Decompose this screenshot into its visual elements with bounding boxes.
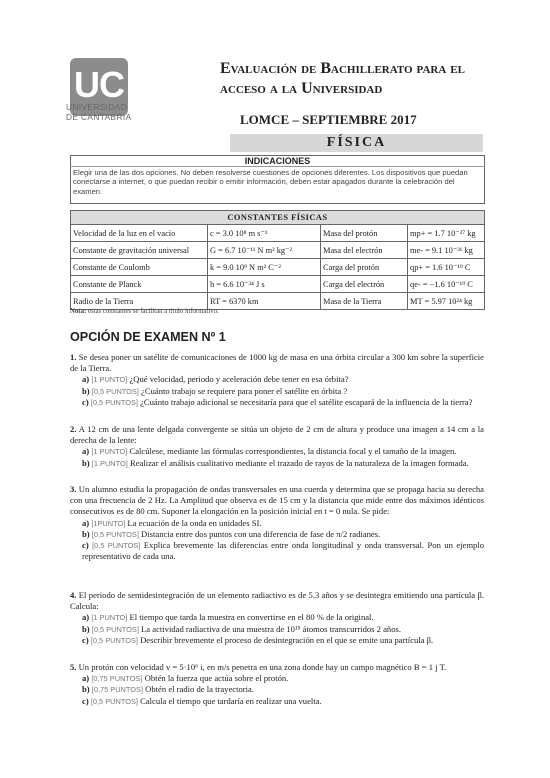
constant-name: Carga del electrón xyxy=(321,276,408,293)
table-row xyxy=(71,242,485,259)
constant-name: Carga del protón xyxy=(321,259,408,276)
question-text: Se desea poner un satélite de comunicaciones de 1000 kg de masa en una órbita circular a 300 km sobre la superficie de la Tierra. xyxy=(70,352,484,374)
points-label: [1 PUNTO] xyxy=(91,458,128,468)
subquestion-text: ¿Qué velocidad, periodo y aceleración debe tener en esa órbita? xyxy=(127,374,349,385)
subquestion-text: ¿Cuánto trabajo se requiere para poner el satélite en órbita ? xyxy=(138,385,348,396)
subquestion-text: Realizar el análisis cualitativo mediante el trazado de rayos de la naturaleza de la imagen formada. xyxy=(127,457,469,468)
constant-value: mp+ = 1.7 10⁻²⁷ kg xyxy=(408,225,485,242)
constants-note xyxy=(70,308,219,315)
subquestion-text: Distancia entre dos puntos con una diferencia de fase de π/2 radianes. xyxy=(138,528,381,539)
question-4: 4. El periodo de semidesintegración de un elemento radiactivo es de 5.3 años y se desintegra emitiendo una partícula β. Calcula: a) [1 PUNTO] El tiempo que tarda la muestra en convertirse en el 80 % de la original. b) [0,5 PUNTOS] La actividad radiactiva de una muestra de 10¹⁵ átomos transcurridos 2 años. c) [0,5 PUNTOS] Describir brevemente el proceso de desintegración en el que se emite una partícula β. xyxy=(70,590,484,645)
constant-value: RT = 6370 km xyxy=(208,293,321,310)
question-number: 2. xyxy=(70,424,77,434)
question-3: 3. Un alumno estudia la propagación de ondas transversales en una cuerda y determina que se propaga hacia su derecha con una frecuencia de 2 Hz. La Amplitud que observa es de 15 cm y la distancia que mide entre dos máximos idénticos consecutivos es de 80 cm. Suponer la elongación en la posición inicial en t = 0 nula. Se pide: a) [1PUNTO] La ecuación de la onda en unidades SI. b) [0,5 PUNTOS] Distancia entre dos puntos con una diferencia de fase de π/2 radianes. c) [0,5 PUNTOS] Explica brevemente las diferencias entre onda longitudinal y onda transversal. Pon un ejemplo representativo de cada una. xyxy=(70,484,484,562)
question-text: A 12 cm de una lente delgada convergente se sitúa un objeto de 2 cm de altura y produce una imagen a 14 cm a la derecha de la lente: xyxy=(70,424,484,446)
subquestion-text: La actividad radiactiva de una muestra de 10¹⁵ átomos transcurridos 2 años. xyxy=(138,623,402,634)
constant-name: Constante de gravitación universal xyxy=(71,242,208,259)
question-number: 5. xyxy=(70,662,77,672)
points-label: [1 PUNTO] xyxy=(91,375,128,385)
table-row xyxy=(71,225,485,242)
university-name-line1: UNIVERSIDAD xyxy=(66,102,128,112)
points-label: [0,5 PUNTOS] xyxy=(90,397,138,407)
question-2: 2. A 12 cm de una lente delgada convergente se sitúa un objeto de 2 cm de altura y produce una imagen a 14 cm a la derecha de la lente: a) [1 PUNTO] Calcúlese, mediante las fórmulas correspondientes, la distancia focal y el tamaño de la imagen. b) [1 PUNTO] Realizar el análisis cualitativo mediante el trazado de rayos de la naturaleza de la imagen formada. xyxy=(70,424,484,468)
subquestion-text: El tiempo que tarda la muestra en convertirse en el 80 % de la original. xyxy=(127,612,374,623)
question-text: Un protón con velocidad v = 5·10⁶ i, en m/s penetra en una zona donde hay un campo magnético B = 1 j T. xyxy=(76,662,447,672)
question-5: 5. Un protón con velocidad v = 5·10⁶ i, en m/s penetra en una zona donde hay un campo magnético B = 1 j T. a) [0,75 PUNTOS] Obtén la fuerza que actúa sobre el protón. b) [0,75 PUNTOS] Obtén el radio de la trayectoria. c) [0,5 PUNTOS] Calcula el tiempo que tardaría en realizar una vuelta. xyxy=(70,662,447,706)
table-row xyxy=(71,276,485,293)
constant-name: Radio de la Tierra xyxy=(71,293,208,310)
instructions-text: Elegir una de las dos opciones. No deben resolverse cuestiones de opciones diferentes. Los dispositivos que puedan conectarse a internet, o que puedan recibir o emitir información, deben estar apagados durante la celebración del examen. xyxy=(73,168,468,196)
points-label: [0,5 PUNTOS] xyxy=(90,696,138,706)
constant-name: Constante de Planck xyxy=(71,276,208,293)
constant-value: me- = 9.1 10⁻³¹ kg xyxy=(408,242,485,259)
subquestion-text: Calcúlese, mediante las fórmulas correspondientes, la distancia focal y el tamaño de la imagen. xyxy=(127,446,457,457)
note-label: Nota: xyxy=(70,308,87,315)
subquestion-text: Calcula el tiempo que tardaría en realizar una vuelta. xyxy=(137,695,322,706)
points-label: [1 PUNTO] xyxy=(91,447,128,457)
subquestion-text: Describir brevemente el proceso de desintegración en el que se emite una partícula β. xyxy=(137,634,434,645)
points-label: [0,75 PUNTOS] xyxy=(91,685,144,695)
constant-name: Masa de la Tierra xyxy=(321,293,408,310)
subject-title: FÍSICA xyxy=(326,135,387,150)
note-text: estas constantes se facilitan a título informativo. xyxy=(86,308,219,315)
constant-value: c = 3.0 10⁸ m s⁻¹ xyxy=(208,225,321,242)
table-row xyxy=(71,293,485,310)
constants-heading xyxy=(70,210,485,225)
instructions-heading: INDICACIONES xyxy=(70,156,485,167)
constants-table xyxy=(70,224,485,310)
points-label: [0,5 PUNTOS] xyxy=(90,635,138,645)
points-label: [0,5 PUNTOS] xyxy=(91,624,139,634)
constant-name: Masa del protón xyxy=(321,225,408,242)
constant-value: qp+ = 1.6 10⁻¹⁹ C xyxy=(408,259,485,276)
subquestion-text: ¿Cuánto trabajo adicional se necesitaría para que el satélite escapará de la influencia de la tierra? xyxy=(137,396,473,407)
question-text: El periodo de semidesintegración de un elemento radiactivo es de 5.3 años y se desintegra emitiendo una partícula β. Calcula: xyxy=(70,590,484,612)
points-label: [1PUNTO] xyxy=(91,518,126,528)
subquestion-text: La ecuación de la onda en unidades SI. xyxy=(125,517,262,528)
subquestion-text: Explica brevemente las diferencias entre onda longitudinal y onda transversal. Pon un ejemplo representativo de cada una. xyxy=(82,540,484,562)
constant-value: k = 9.0 10⁹ N m² C⁻² xyxy=(208,259,321,276)
points-label: [0,5 PUNTOS] xyxy=(91,529,139,539)
constant-value: G = 6.7 10⁻¹¹ N m² kg⁻² xyxy=(208,242,321,259)
points-label: [1 PUNTO] xyxy=(91,613,128,623)
constant-name: Constante de Coulomb xyxy=(71,259,208,276)
option-heading: OPCIÓN DE EXAMEN Nº 1 xyxy=(70,330,226,344)
question-number: 1. xyxy=(70,352,77,362)
exam-title-line1: Evaluación de Bachillerato para el xyxy=(220,60,465,77)
constants-heading-label: CONSTANTES FÍSICAS xyxy=(227,213,328,222)
constant-value: h = 6.6 10⁻³⁴ J s xyxy=(208,276,321,293)
university-name-line2: DE CANTABRIA xyxy=(66,112,132,122)
logo-text: UC xyxy=(74,64,124,105)
exam-session: LOMCE – SEPTIEMBRE 2017 xyxy=(240,112,417,127)
points-label: [0,5 PUNTOS] xyxy=(91,386,139,396)
exam-title-line2: acceso a la Universidad xyxy=(220,80,383,97)
table-row xyxy=(71,259,485,276)
question-text: Un alumno estudia la propagación de ondas transversales en una cuerda y determina que se propaga hacia su derecha con una frecuencia de 2 Hz. La Amplitud que observa es de 15 cm y la distancia que mide entre dos máximos idénticos consecutivos es de 80 cm. Suponer la elongación en la posición inicial en t = 0 nula. Se pide: xyxy=(70,484,484,517)
question-number: 4. xyxy=(70,590,77,600)
constant-name: Masa del electrón xyxy=(321,242,408,259)
points-label: [0,75 PUNTOS] xyxy=(91,674,143,684)
subquestion-text: Obtén la fuerza que actúa sobre el protón. xyxy=(142,673,289,684)
constant-name: Velocidad de la luz en el vacío xyxy=(71,225,208,242)
subquestion-text: Obtén el radio de la trayectoria. xyxy=(143,684,254,695)
points-label: [0,5 PUNTOS] xyxy=(92,541,141,551)
question-1: 1. Se desea poner un satélite de comunicaciones de 1000 kg de masa en una órbita circular a 300 km sobre la superficie de la Tierra. a) [1 PUNTO] ¿Qué velocidad, periodo y aceleración debe tener en esa órbita? b) [0,5 PUNTOS] ¿Cuánto trabajo se requiere para poner el satélite en órbita ? c) [0,5 PUNTOS] ¿Cuánto trabajo adicional se necesitaría para que el satélite escapará de la influencia de la tierra? xyxy=(70,352,484,407)
constant-value: qe- = −1.6 10⁻¹⁹ C xyxy=(408,276,485,293)
constant-value: MT = 5.97 10²⁴ kg xyxy=(408,293,485,310)
question-number: 3. xyxy=(70,484,77,494)
